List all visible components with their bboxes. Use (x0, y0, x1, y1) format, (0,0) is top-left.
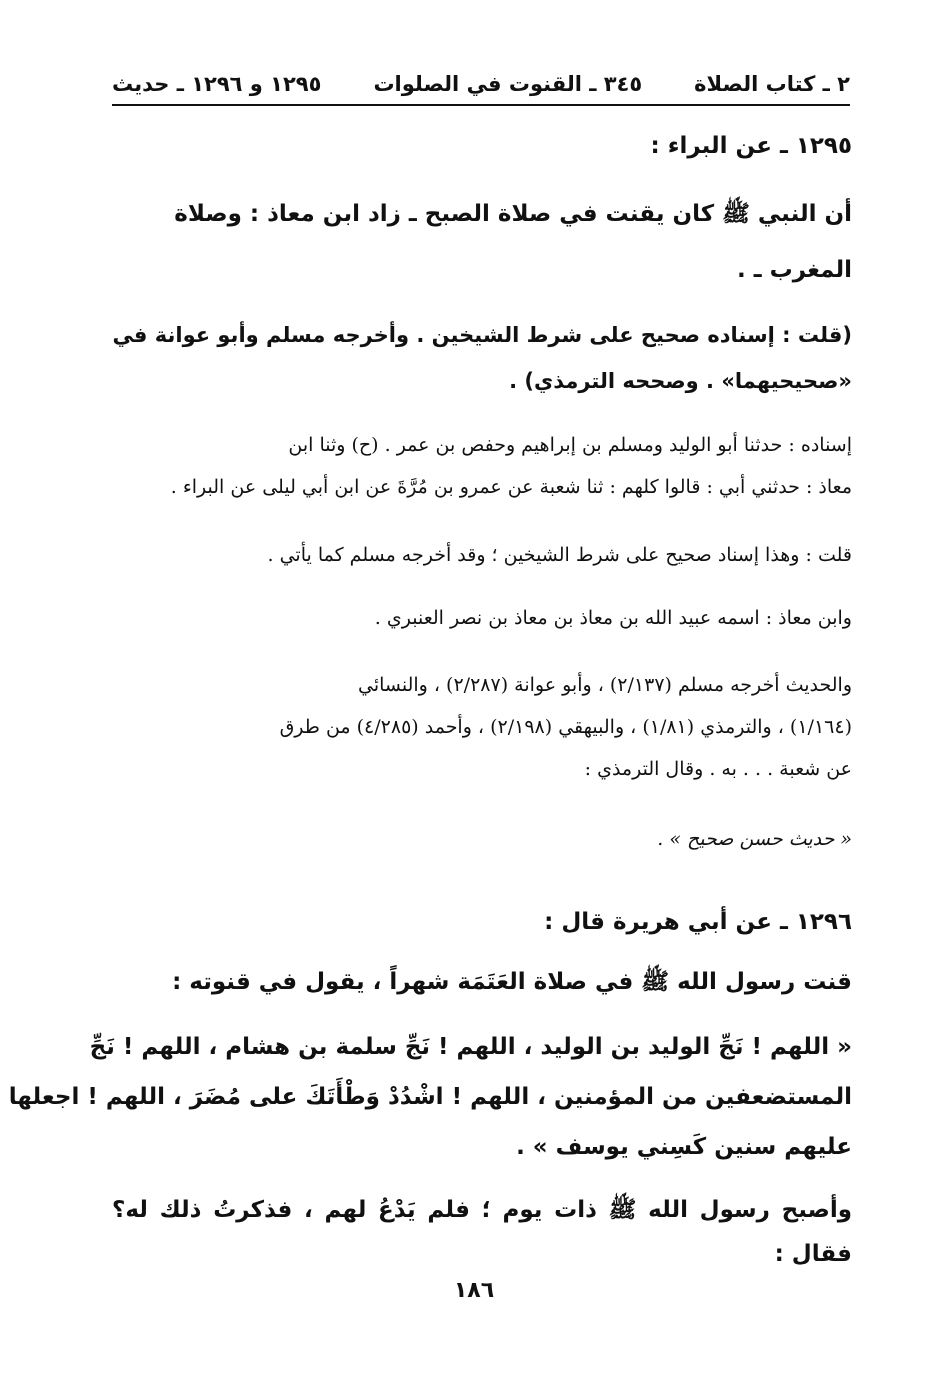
hadith-1296-dua (8, 1022, 852, 1172)
header-hadith-range: ١٢٩٥ و ١٢٩٦ ـ حديث (112, 72, 322, 96)
page-number: ١٨٦ (453, 1278, 495, 1303)
header-chapter-title: ٣٤٥ ـ القنوت في الصلوات (373, 72, 643, 96)
header-book-title: ٢ ـ كتاب الصلاة (694, 72, 850, 96)
hadith-1295-verdict (112, 312, 852, 404)
hadith-1295-isnad (112, 424, 852, 508)
dua-line: عليهم سنين كَسِني يوسف » . (516, 1134, 852, 1160)
hadith-1296-last-line: وأصبح رسول الله ﷺ ذات يوم ؛ فلم يَدْعُ لهم ، فذكرتُ ذلك له؟ فقال : (112, 1197, 852, 1267)
isnad-line: معاذ : حدثني أبي : قالوا كلهم : ثنا شعبة عن عمرو بن مُرَّةَ عن ابن أبي ليلى عن البراء . (170, 476, 852, 498)
hadith-1295-note-2: وابن معاذ : اسمه عبيد الله بن معاذ بن معاذ بن نصر العنبري . (374, 607, 852, 629)
running-header (112, 64, 850, 106)
tirmidhi-quote: « حديث حسن صحيح » . (657, 828, 852, 850)
hadith-1296-intro: قنت رسول الله ﷺ في صلاة العَتَمَة شهراً ، يقول في قنوته : (172, 969, 852, 995)
isnad-line: إسناده : حدثنا أبو الوليد ومسلم بن إبراهيم وحفص بن عمر . (ح) وثنا ابن (288, 434, 852, 456)
hadith-1296-heading: ١٢٩٦ ـ عن أبي هريرة قال : (544, 909, 852, 935)
takhrij-line: (١/١٦٤) ، والترمذي (١/٨١) ، والبيهقي (٢/١٩٨) ، وأحمد (٤/٢٨٥) من طرق (279, 716, 852, 738)
matn-line: المغرب ـ . (737, 257, 852, 283)
matn-line: أن النبي ﷺ كان يقنت في صلاة الصبح ـ زاد ابن معاذ : وصلاة (174, 201, 852, 227)
verdict-line: «صحيحيهما» . وصححه الترمذي) . (509, 369, 852, 393)
dua-line: المستضعفين من المؤمنين ، اللهم ! اشْدُدْ وَطْأَتَكَ على مُضَرَ ، اللهم ! اجعلها (8, 1084, 852, 1110)
hadith-1295-matn (112, 186, 852, 298)
dua-line: « اللهم ! نَجِّ الوليد بن الوليد ، اللهم ! نَجِّ سلمة بن هشام ، اللهم ! نَجِّ (89, 1034, 852, 1060)
takhrij-line: والحديث أخرجه مسلم (٢/١٣٧) ، وأبو عوانة (٢/٢٨٧) ، والنسائي (358, 674, 852, 696)
verdict-line: (قلت : إسناده صحيح على شرط الشيخين . وأخرجه مسلم وأبو عوانة في (112, 323, 852, 347)
hadith-1295-heading: ١٢٩٥ ـ عن البراء : (650, 133, 852, 159)
hadith-1295-note-1: قلت : وهذا إسناد صحيح على شرط الشيخين ؛ وقد أخرجه مسلم كما يأتي . (267, 544, 852, 566)
hadith-1295-takhrij (112, 664, 852, 790)
takhrij-line: عن شعبة . . . به . وقال الترمذي : (584, 758, 852, 780)
